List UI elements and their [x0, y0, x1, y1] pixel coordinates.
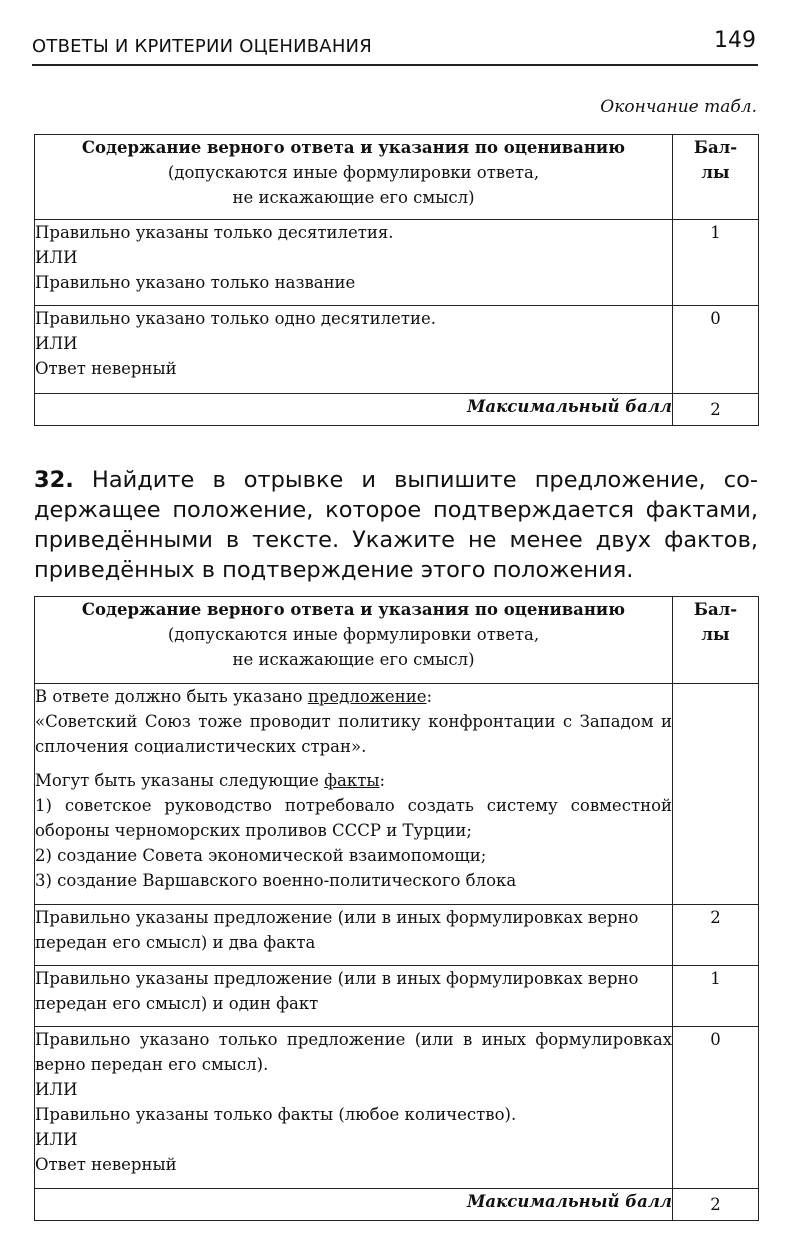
header-line: лы	[701, 163, 730, 182]
fact-item: 3) создание Варшавского военно-политического блока	[35, 871, 517, 890]
content-column-header	[35, 597, 673, 684]
criterion-cell: Правильно указаны предложение (или в иных формулировках верно передан его смысл) и два факта	[35, 905, 673, 966]
answer-intro-suffix: :	[426, 687, 433, 706]
header-line: (допускаются иные формулировки ответа,	[167, 625, 540, 644]
table-row	[35, 1027, 759, 1189]
answer-content-cell	[35, 684, 673, 905]
max-score-value: 2	[673, 1189, 759, 1221]
points-cell	[673, 684, 759, 905]
table-row	[35, 306, 759, 394]
points-cell: 1	[673, 220, 759, 306]
criterion-line: ИЛИ	[35, 248, 78, 267]
facts-intro-keyword: факты	[324, 771, 380, 790]
max-score-row	[35, 1189, 759, 1221]
page-number: 149	[714, 28, 756, 53]
criterion-line: Ответ неверный	[35, 1155, 177, 1174]
criterion-line: ИЛИ	[35, 334, 78, 353]
answer-intro-keyword: предложение	[307, 687, 427, 706]
criterion-line: Правильно указано только одно десятилетие.	[35, 309, 436, 328]
criterion-line: Правильно указаны только десятилетия.	[35, 223, 394, 242]
points-cell: 0	[673, 306, 759, 394]
facts-intro-suffix: :	[379, 771, 386, 790]
header-line: не искажающие его смысл)	[232, 188, 475, 207]
facts-intro-prefix: Могут быть указаны следующие	[35, 771, 325, 790]
table-header-row	[35, 597, 759, 684]
criterion-line: Ответ неверный	[35, 359, 177, 378]
facts-intro	[35, 768, 672, 793]
points-column-header	[673, 597, 759, 684]
header-line: (допускаются иные формулировки ответа,	[167, 163, 540, 182]
answer-intro-prefix: В ответе должно быть указано	[35, 687, 308, 706]
table-header-row	[35, 135, 759, 220]
task-statement: Найдите в отрывке и выпишите предложение, со-держащее положение, которое подтверждается фактами, приведёнными в тексте. Укажите не менее двух фактов, приведённых в подтверждение этого положения.	[34, 467, 758, 583]
header-line: Бал-	[693, 600, 738, 619]
criterion-line: ИЛИ	[35, 1080, 78, 1099]
criterion-cell: Правильно указаны предложение (или в иных формулировках верно передан его смысл) и один факт	[35, 966, 673, 1027]
header-line: не искажающие его смысл)	[232, 650, 475, 669]
criteria-table-31	[34, 134, 759, 426]
criterion-line: Правильно указаны только факты (любое количество).	[35, 1105, 517, 1124]
fact-item: 2) создание Совета экономической взаимопомощи;	[35, 846, 487, 865]
criterion-cell	[35, 220, 673, 306]
table-row	[35, 966, 759, 1027]
header-title: ОТВЕТЫ И КРИТЕРИИ ОЦЕНИВАНИЯ	[32, 36, 372, 57]
criterion-cell	[35, 306, 673, 394]
points-cell: 0	[673, 1027, 759, 1189]
table-continuation-note: Окончание табл.	[600, 97, 757, 117]
criteria-table-32	[34, 596, 759, 1221]
max-score-label: Максимальный балл	[35, 394, 673, 426]
table-row	[35, 905, 759, 966]
header-line: Содержание верного ответа и указания по оцениванию	[81, 600, 626, 619]
max-score-value: 2	[673, 394, 759, 426]
fact-item: 1) советское руководство потребовало создать систему совместной обороны черноморских проливов СССР и Турции;	[35, 796, 672, 840]
table-row	[35, 220, 759, 306]
header-line: Бал-	[693, 138, 738, 157]
task-number: 32.	[34, 467, 74, 493]
running-header	[32, 24, 758, 66]
answer-row	[35, 684, 759, 905]
criterion-line: Правильно указано только название	[35, 273, 356, 292]
criterion-cell	[35, 1027, 673, 1189]
points-cell: 2	[673, 905, 759, 966]
content-column-header	[35, 135, 673, 220]
max-score-row	[35, 394, 759, 426]
task-32-text	[34, 465, 758, 585]
max-score-label: Максимальный балл	[35, 1189, 673, 1221]
header-line: лы	[701, 625, 730, 644]
criterion-line: Правильно указано только предложение (или в иных формулировках верно передан его смысл).	[35, 1030, 672, 1074]
answer-sentence: «Советский Союз тоже проводит политику конфронтации с Западом и сплочения социалистических стран».	[35, 712, 672, 756]
points-column-header	[673, 135, 759, 220]
header-line: Содержание верного ответа и указания по оцениванию	[81, 138, 626, 157]
answer-intro	[35, 684, 672, 709]
criterion-line: ИЛИ	[35, 1130, 78, 1149]
points-cell: 1	[673, 966, 759, 1027]
